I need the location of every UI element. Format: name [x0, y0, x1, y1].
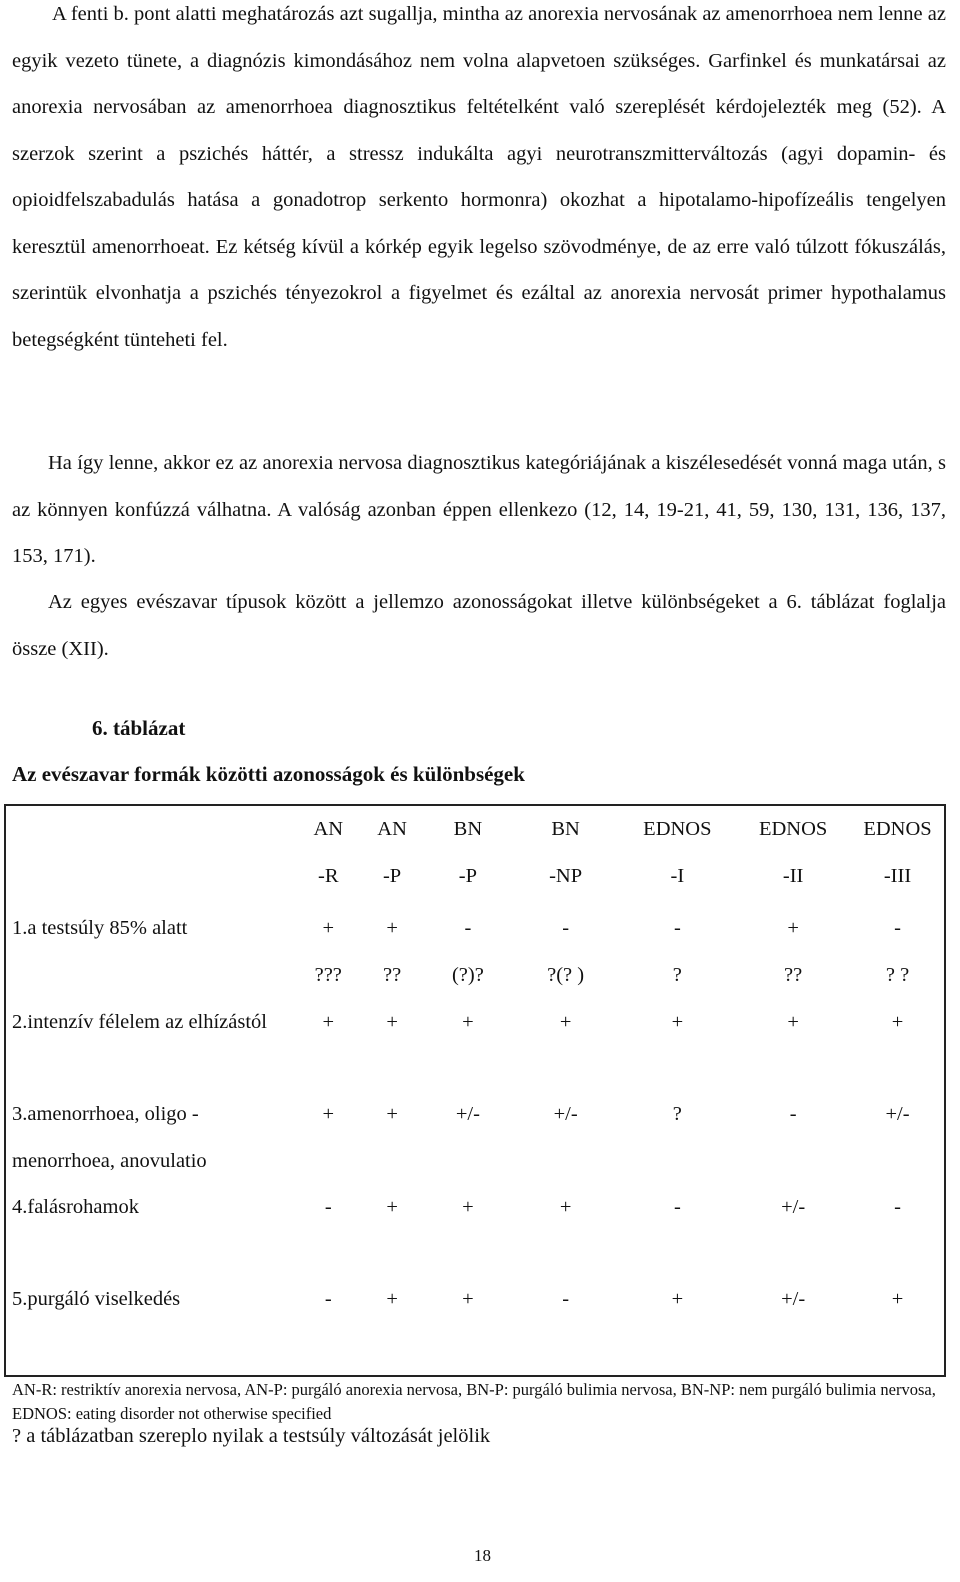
page-number: 18 [474, 1546, 491, 1565]
table-cell: + [559, 1196, 572, 1218]
table-cell: + [559, 1011, 572, 1033]
header-an-r: AN -R [313, 818, 344, 887]
table-cell: + ?? [784, 917, 803, 986]
row-label: 2.intenzív félelem az elhízástól [12, 1011, 267, 1033]
table-row [5, 999, 945, 1091]
header-an-p: AN -P [377, 818, 407, 887]
paragraph-1: A fenti b. pont alatti meghatározás azt sugallja, mintha az anorexia nervosának az amenorrhoea nem lenne az egyik vezeto tünete, a diagnózis kimondásához nem volna alapvetoen szükséges. Garfinkel és munkatársai az anorexia nervosában az amenorrhoea diagnosztikus feltételként való szereplését kérdojelezték meg (52). A szerzok szerint a pszichés háttér, a stressz indukálta agyi neurotranszmitterváltozás (agyi dopamin- és opioidfelszabadulás hatása a gonadotrop serkento hormonra) okozhat a hipotalamo-hipofízeális tengelyen keresztül amenorrhoeat. Ez kétség kívül a kórkép egyik legelso szövodménye, de az erre való túlzott fókuszálás, szerintük elvonhatja a pszichés tényezokrol a figyelmet és ezáltal az anorexia nervosát primer hypothalamus betegségként tünteheti fel. [12, 3, 946, 351]
table-cell: - [894, 1196, 901, 1218]
header-bn-p: BN -P [453, 818, 483, 887]
table-row [5, 905, 945, 999]
table-cell: - [673, 1196, 681, 1218]
row-label: 1.a testsúly 85% alatt [12, 917, 188, 939]
table-cell: +/- [885, 1103, 910, 1125]
paragraph-2: Ha így lenne, akkor ez az anorexia nervosa diagnosztikus kategóriájának a kiszélesedését vonná maga után, s az könnyen konfúzzá válhatna. A valóság azonban éppen ellenkezo (12, 14, 19-21, 41, 59, 130, 131, 136, 137, 153, 171). [12, 452, 946, 567]
table-number: 6. táblázat [92, 716, 186, 740]
table-cell: + ??? [314, 917, 342, 986]
header-bn-np: BN -NP [549, 818, 583, 887]
table-cell: + [322, 1103, 335, 1125]
table-cell: - ? [672, 917, 682, 986]
table-cell: + [891, 1011, 904, 1033]
row-label: 3.amenorrhoea, oligo - menorrhoea, anovulatio [12, 1103, 207, 1172]
table-cell: - ? ? [885, 917, 910, 986]
table-cell: + ?? [383, 917, 402, 986]
header-empty-cell [5, 805, 296, 905]
table-cell: - (?)? [451, 917, 484, 986]
header-ednos-i: EDNOS -I [643, 818, 712, 887]
table-cell: + [671, 1288, 684, 1310]
comparison-table [4, 804, 946, 1377]
table-row [5, 1091, 945, 1184]
header-ednos-iii: EDNOS -III [863, 818, 932, 887]
table-cell: +/- [553, 1103, 578, 1125]
table-cell: +/- [781, 1288, 806, 1310]
table-cell: +/- [455, 1103, 480, 1125]
table-row [5, 1184, 945, 1276]
table-cell: - [789, 1103, 797, 1125]
table-cell: - [324, 1288, 332, 1310]
paragraph-3: Az egyes evészavar típusok között a jellemzo azonosságokat illetve különbségeket a 6. táblázat foglalja össze (XII). [12, 591, 946, 660]
table-cell: + [322, 1011, 335, 1033]
table-cell: + [462, 1011, 474, 1033]
table-title: Az evészavar formák közötti azonosságok és különbségek [12, 762, 525, 786]
table-cell: + [891, 1288, 904, 1310]
table-note: ? a táblázatban szereplo nyilak a testsúly változását jelölik [12, 1425, 491, 1447]
row-label: 5.purgáló viselkedés [12, 1288, 181, 1310]
header-ednos-ii: EDNOS -II [758, 818, 828, 887]
table-cell: ? [672, 1103, 682, 1125]
table-legend: AN-R: restriktív anorexia nervosa, AN-P: purgáló anorexia nervosa, BN-P: purgáló bulimia nervosa, BN-NP: nem purgáló bulimia nervosa, EDNOS: eating disorder not otherwise specified [12, 1380, 936, 1423]
table-cell: - [562, 1288, 570, 1310]
table-cell: + [671, 1011, 684, 1033]
table-cell: + [462, 1288, 474, 1310]
table-cell: + [386, 1011, 398, 1033]
table-header-row [5, 805, 945, 905]
table-cell: + [386, 1196, 398, 1218]
table-row [5, 1276, 945, 1376]
row-label: 4.falásrohamok [12, 1196, 139, 1218]
table-cell: - ?(? ) [547, 917, 585, 986]
table-cell: + [386, 1288, 398, 1310]
table-cell: + [386, 1103, 398, 1125]
table-cell: - [324, 1196, 332, 1218]
table-cell: + [787, 1011, 799, 1033]
table-cell: +/- [781, 1196, 806, 1218]
table-cell: + [462, 1196, 474, 1218]
